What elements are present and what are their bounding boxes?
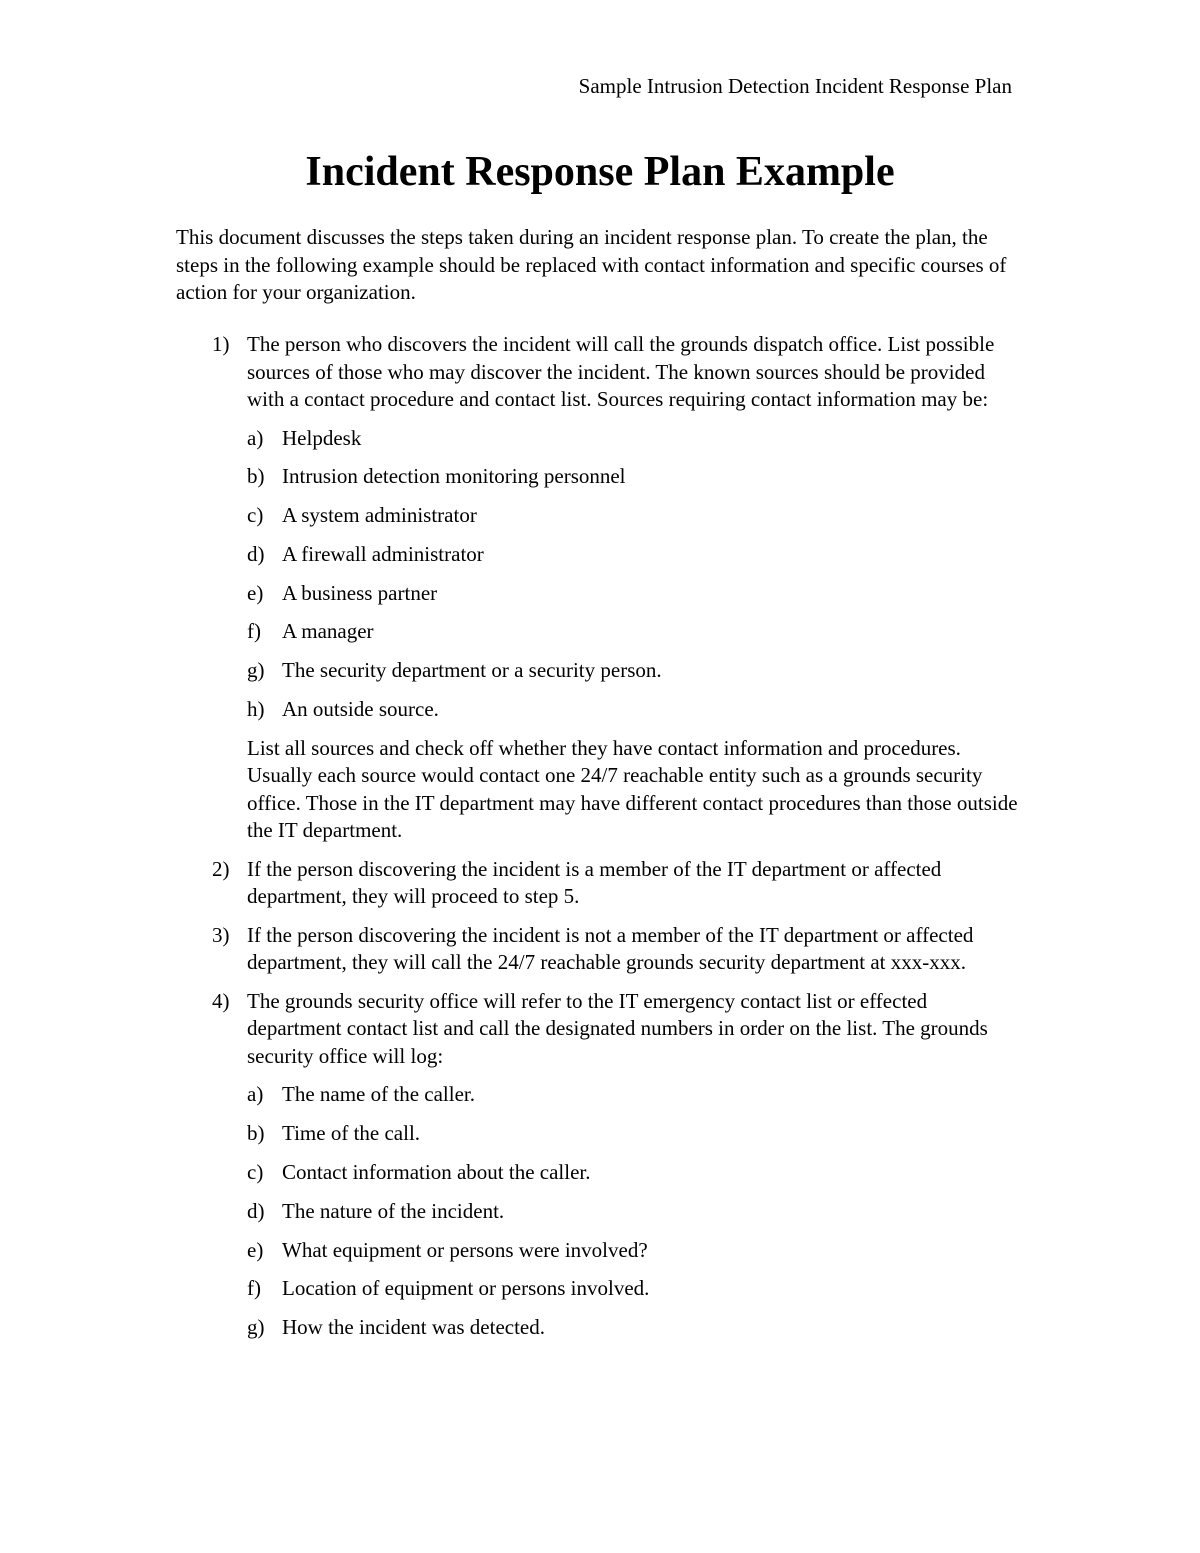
substep-letter: b) (247, 1121, 265, 1146)
document-title: Incident Response Plan Example (305, 149, 895, 195)
substep-item (247, 580, 1026, 608)
substep-text: A firewall administrator (282, 541, 484, 566)
step-text: The person who discovers the incident will call the grounds dispatch office. List possible sources of those who may discover the incident. The known sources should be provided with a contact procedure and contact list. Sources requiring contact information may be: (247, 332, 995, 411)
substep-item (247, 1275, 1026, 1303)
substep-letter: g) (247, 1315, 265, 1340)
substep-item (247, 1198, 1026, 1226)
intro-paragraph: This document discusses the steps taken during an incident response plan. To create the plan, the steps in the following example should be replaced with contact information and specific courses of action for your organization. (176, 225, 1007, 304)
substep-text: What equipment or persons were involved? (282, 1237, 648, 1262)
substep-item (247, 425, 1026, 453)
substep-letter: d) (247, 1198, 265, 1223)
step-number: 2) (212, 856, 230, 881)
substeps-list (247, 425, 1026, 724)
substep-text: An outside source. (282, 697, 439, 722)
substep-text: The nature of the incident. (282, 1198, 505, 1223)
substep-text: How the incident was detected. (282, 1315, 545, 1340)
step-item (176, 856, 1026, 911)
step-text: If the person discovering the incident is not a member of the IT department or affected department, they will call the 24/7 reachable grounds security department at xxx-xxx. (247, 922, 974, 975)
substep-item (247, 541, 1026, 569)
substep-item (247, 1237, 1026, 1265)
step-note: List all sources and check off whether they have contact information and procedures. Usually each source would contact one 24/7 reachable entity such as a grounds security office. Those in the IT department may have different contact procedures than those outside the IT department. (247, 735, 1018, 843)
substep-text: Time of the call. (282, 1121, 421, 1146)
substep-item (247, 696, 1026, 724)
step-text: The grounds security office will refer to the IT emergency contact list or effected department contact list and call the designated numbers in order on the list. The grounds security office will log: (247, 988, 988, 1068)
substep-text: Helpdesk (282, 425, 362, 450)
substep-letter: b) (247, 464, 265, 489)
substep-item (247, 1081, 1026, 1109)
substep-item (247, 1120, 1026, 1148)
substep-text: Location of equipment or persons involved. (282, 1276, 650, 1301)
step-text: If the person discovering the incident is a member of the IT department or affected department, they will proceed to step 5. (247, 856, 942, 909)
substep-text: A business partner (282, 580, 438, 605)
substep-text: The name of the caller. (282, 1082, 475, 1107)
substep-letter: c) (247, 1159, 264, 1184)
step-item (176, 988, 1026, 1342)
substep-letter: e) (247, 580, 264, 605)
substep-text: A system administrator (282, 503, 477, 528)
substep-text: A manager (282, 619, 374, 644)
substep-letter: f) (247, 619, 261, 644)
substep-text: Contact information about the caller. (282, 1159, 591, 1184)
steps-list (176, 331, 1026, 1353)
substeps-list (247, 1081, 1026, 1341)
step-number: 1) (212, 332, 230, 356)
substep-letter: f) (247, 1276, 261, 1301)
substep-letter: d) (247, 541, 265, 566)
step-item (176, 331, 1026, 845)
substep-item (247, 618, 1026, 646)
running-header: Sample Intrusion Detection Incident Response Plan (578, 74, 1012, 98)
substep-item (247, 657, 1026, 685)
substep-letter: g) (247, 658, 265, 683)
substep-item (247, 1314, 1026, 1342)
step-number: 3) (212, 922, 230, 947)
substep-letter: e) (247, 1237, 264, 1262)
substep-letter: a) (247, 1082, 264, 1107)
step-number: 4) (212, 988, 230, 1013)
substep-item (247, 502, 1026, 530)
substep-letter: h) (247, 697, 265, 722)
substep-text: The security department or a security person. (282, 658, 662, 683)
substep-item (247, 1159, 1026, 1187)
step-item (176, 922, 1026, 977)
substep-text: Intrusion detection monitoring personnel (282, 464, 626, 489)
substep-letter: c) (247, 503, 264, 528)
substep-letter: a) (247, 425, 264, 450)
substep-item (247, 463, 1026, 491)
